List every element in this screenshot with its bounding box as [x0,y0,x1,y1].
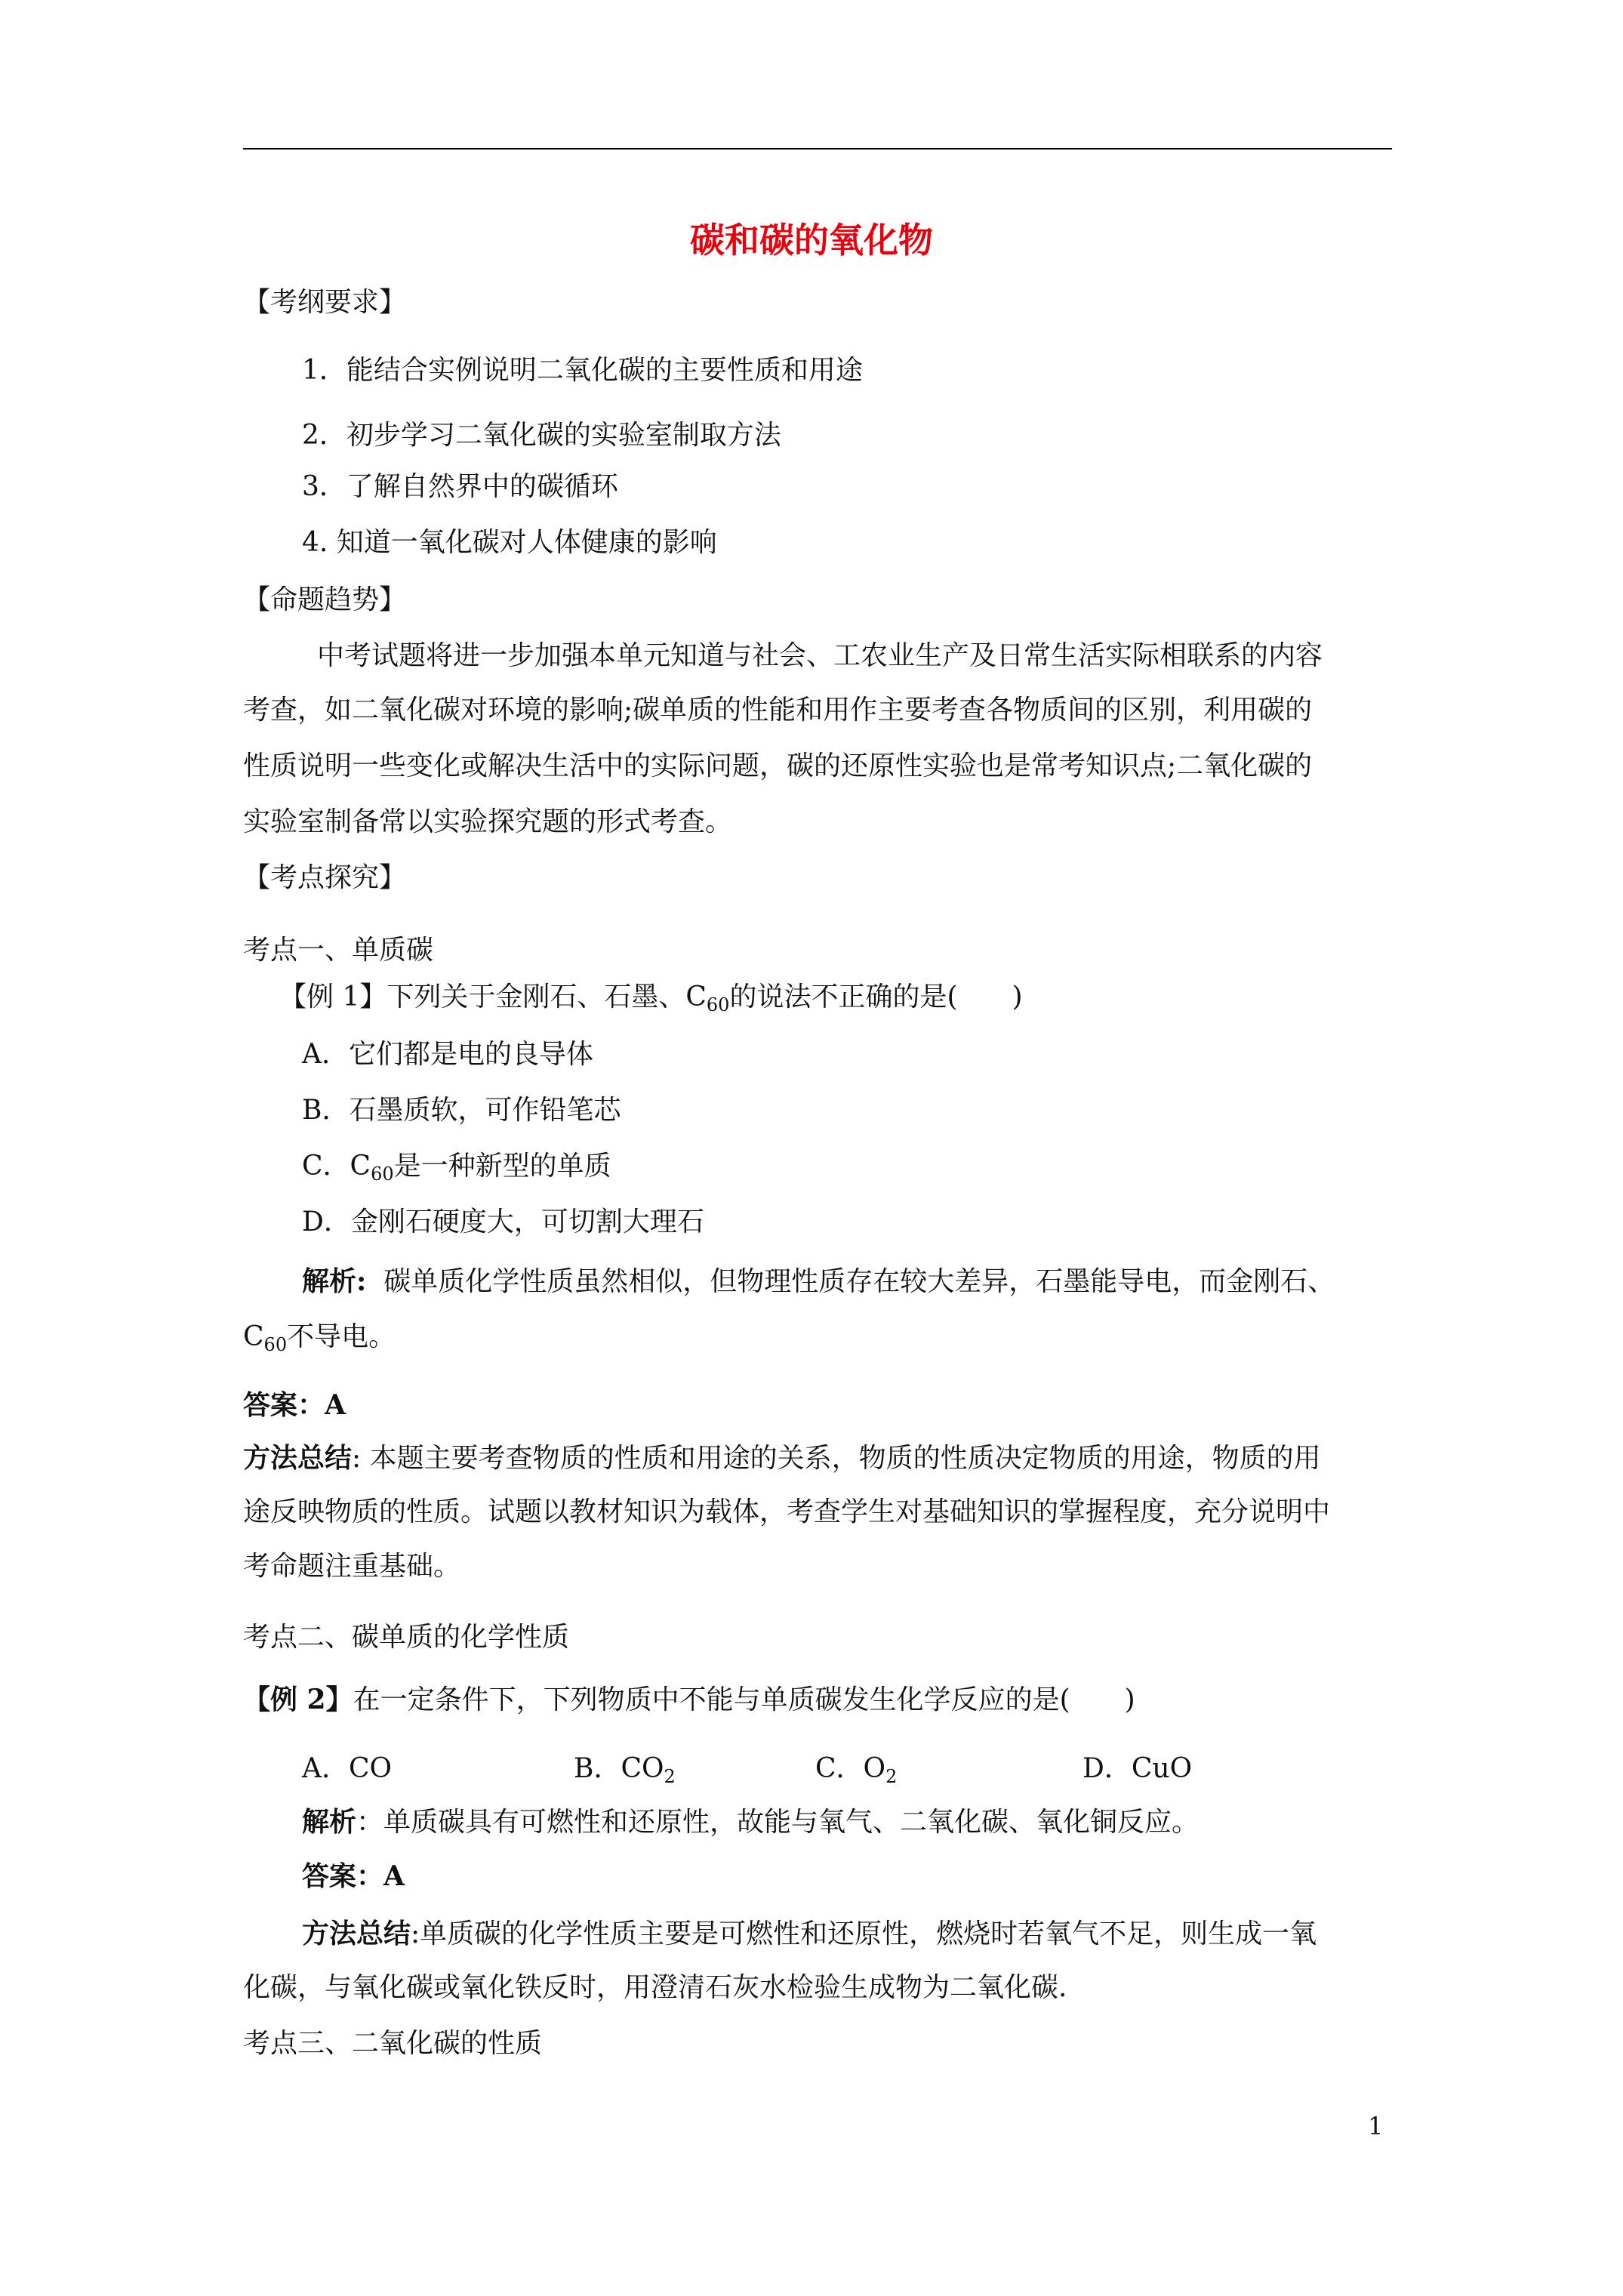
trend-line-2: 考查，如二氧化碳对环境的影响;碳单质的性能和用作主要考查各物质间的区别，利用碳的 [243,695,1313,726]
example-1-stem-before: 下列关于金刚石、石墨、C [387,982,707,1012]
point1-example-stem [279,980,1023,1015]
point1-option-a: A．它们都是电的良导体 [302,1039,593,1070]
section-heading-explore: 【考点探究】 [243,862,407,893]
point2-option-c [815,1752,897,1786]
point2-method-line-1 [302,1916,1317,1952]
point1-option-c [302,1149,611,1184]
method-1-text: : 本题主要考查物质的性质和用途的关系，物质的性质决定物质的用途，物质的用 [352,1443,1321,1474]
point2-method-line-2: 化碳，与氧化碳或氧化铁反时，用澄清石灰水检验生成物为二氧化碳. [243,1972,1067,2003]
option-b-subscript: 2 [664,1766,676,1787]
analysis-1-text: 碳单质化学性质虽然相似，但物理性质存在较大差异，石墨能导电，而金刚石、 [383,1266,1335,1297]
point3-heading: 考点三、二氧化碳的性质 [243,2028,543,2059]
method-2-text: :单质碳的化学性质主要是可燃性和还原性，燃烧时若氧气不足，则生成一氧 [411,1918,1317,1949]
requirement-item-4: 4. 知道一氧化碳对人体健康的影响 [302,527,717,558]
option-c-rest: 是一种新型的单质 [393,1151,611,1182]
analysis-1-label: 解析: [302,1265,367,1297]
example-1-stem-after: 的说法不正确的是( ) [729,982,1023,1012]
option-b-prefix: B．CO [574,1753,664,1784]
point2-example-stem [243,1682,1135,1718]
analysis-1-line2-rest: 不导电。 [287,1321,396,1352]
point2-option-a: A．CO [302,1753,393,1784]
section-heading-trend: 【命题趋势】 [243,584,407,615]
point2-heading: 考点二、碳单质的化学性质 [243,1622,570,1653]
point1-answer: 答案：A [243,1389,346,1421]
point2-analysis [302,1804,1199,1840]
requirement-item-2: 2．初步学习二氧化碳的实验室制取方法 [302,420,781,451]
point2-option-d: D．CuO [1083,1753,1193,1784]
document-title: 碳和碳的氧化物 [690,220,933,260]
analysis-1-line2-subscript: 60 [263,1334,288,1355]
analysis-2-label: 解析 [302,1806,357,1838]
example-2-stem: 在一定条件下，下列物质中不能与单质碳发生化学反应的是( ) [353,1684,1135,1715]
example-2-label: 【例 2】 [243,1684,353,1715]
requirement-item-1: 1．能结合实例说明二氧化碳的主要性质和用途 [302,355,863,386]
point1-analysis [302,1264,1335,1299]
option-c-prefix: C．C [302,1151,371,1182]
point1-option-b: B．石墨质软，可作铅笔芯 [302,1095,621,1126]
point1-method-line-3: 考命题注重基础。 [243,1551,461,1582]
analysis-1-line2-prefix: C [243,1321,264,1352]
analysis-2-text: ：单质碳具有可燃性和还原性，故能与氧气、二氧化碳、氧化铜反应。 [356,1807,1200,1838]
point1-method-line-2: 途反映物质的性质。试题以教材知识为载体，考查学生对基础知识的掌握程度，充分说明中 [243,1496,1331,1527]
point1-analysis-line-2 [243,1320,396,1354]
example-1-label: 【例 1】 [279,982,387,1012]
header-rule [243,148,1392,149]
trend-line-3: 性质说明一些变化或解决生活中的实际问题，碳的还原性实验也是常考知识点;二氧化碳的 [243,750,1313,781]
trend-line-1: 中考试题将进一步加强本单元知道与社会、工农业生产及日常生活实际相联系的内容 [317,640,1323,671]
trend-line-4: 实验室制备常以实验探究题的形式考查。 [243,806,733,837]
example-1-subscript: 60 [706,994,730,1015]
method-1-label: 方法总结 [243,1442,353,1474]
point1-heading: 考点一、单质碳 [243,935,434,966]
page-number: 1 [1368,2112,1384,2140]
point1-method-line-1 [243,1441,1321,1476]
section-heading-kaogang: 【考纲要求】 [243,287,407,318]
point1-option-d: D．金刚石硬度大，可切割大理石 [302,1207,704,1237]
method-2-label: 方法总结 [302,1918,411,1949]
point2-option-b [574,1752,676,1786]
point2-answer: 答案：A [302,1860,405,1892]
option-c2-subscript: 2 [885,1766,898,1787]
option-c2-prefix: C．O [815,1753,886,1784]
option-c-subscript: 60 [371,1163,394,1185]
requirement-item-3: 3．了解自然界中的碳循环 [302,471,618,502]
